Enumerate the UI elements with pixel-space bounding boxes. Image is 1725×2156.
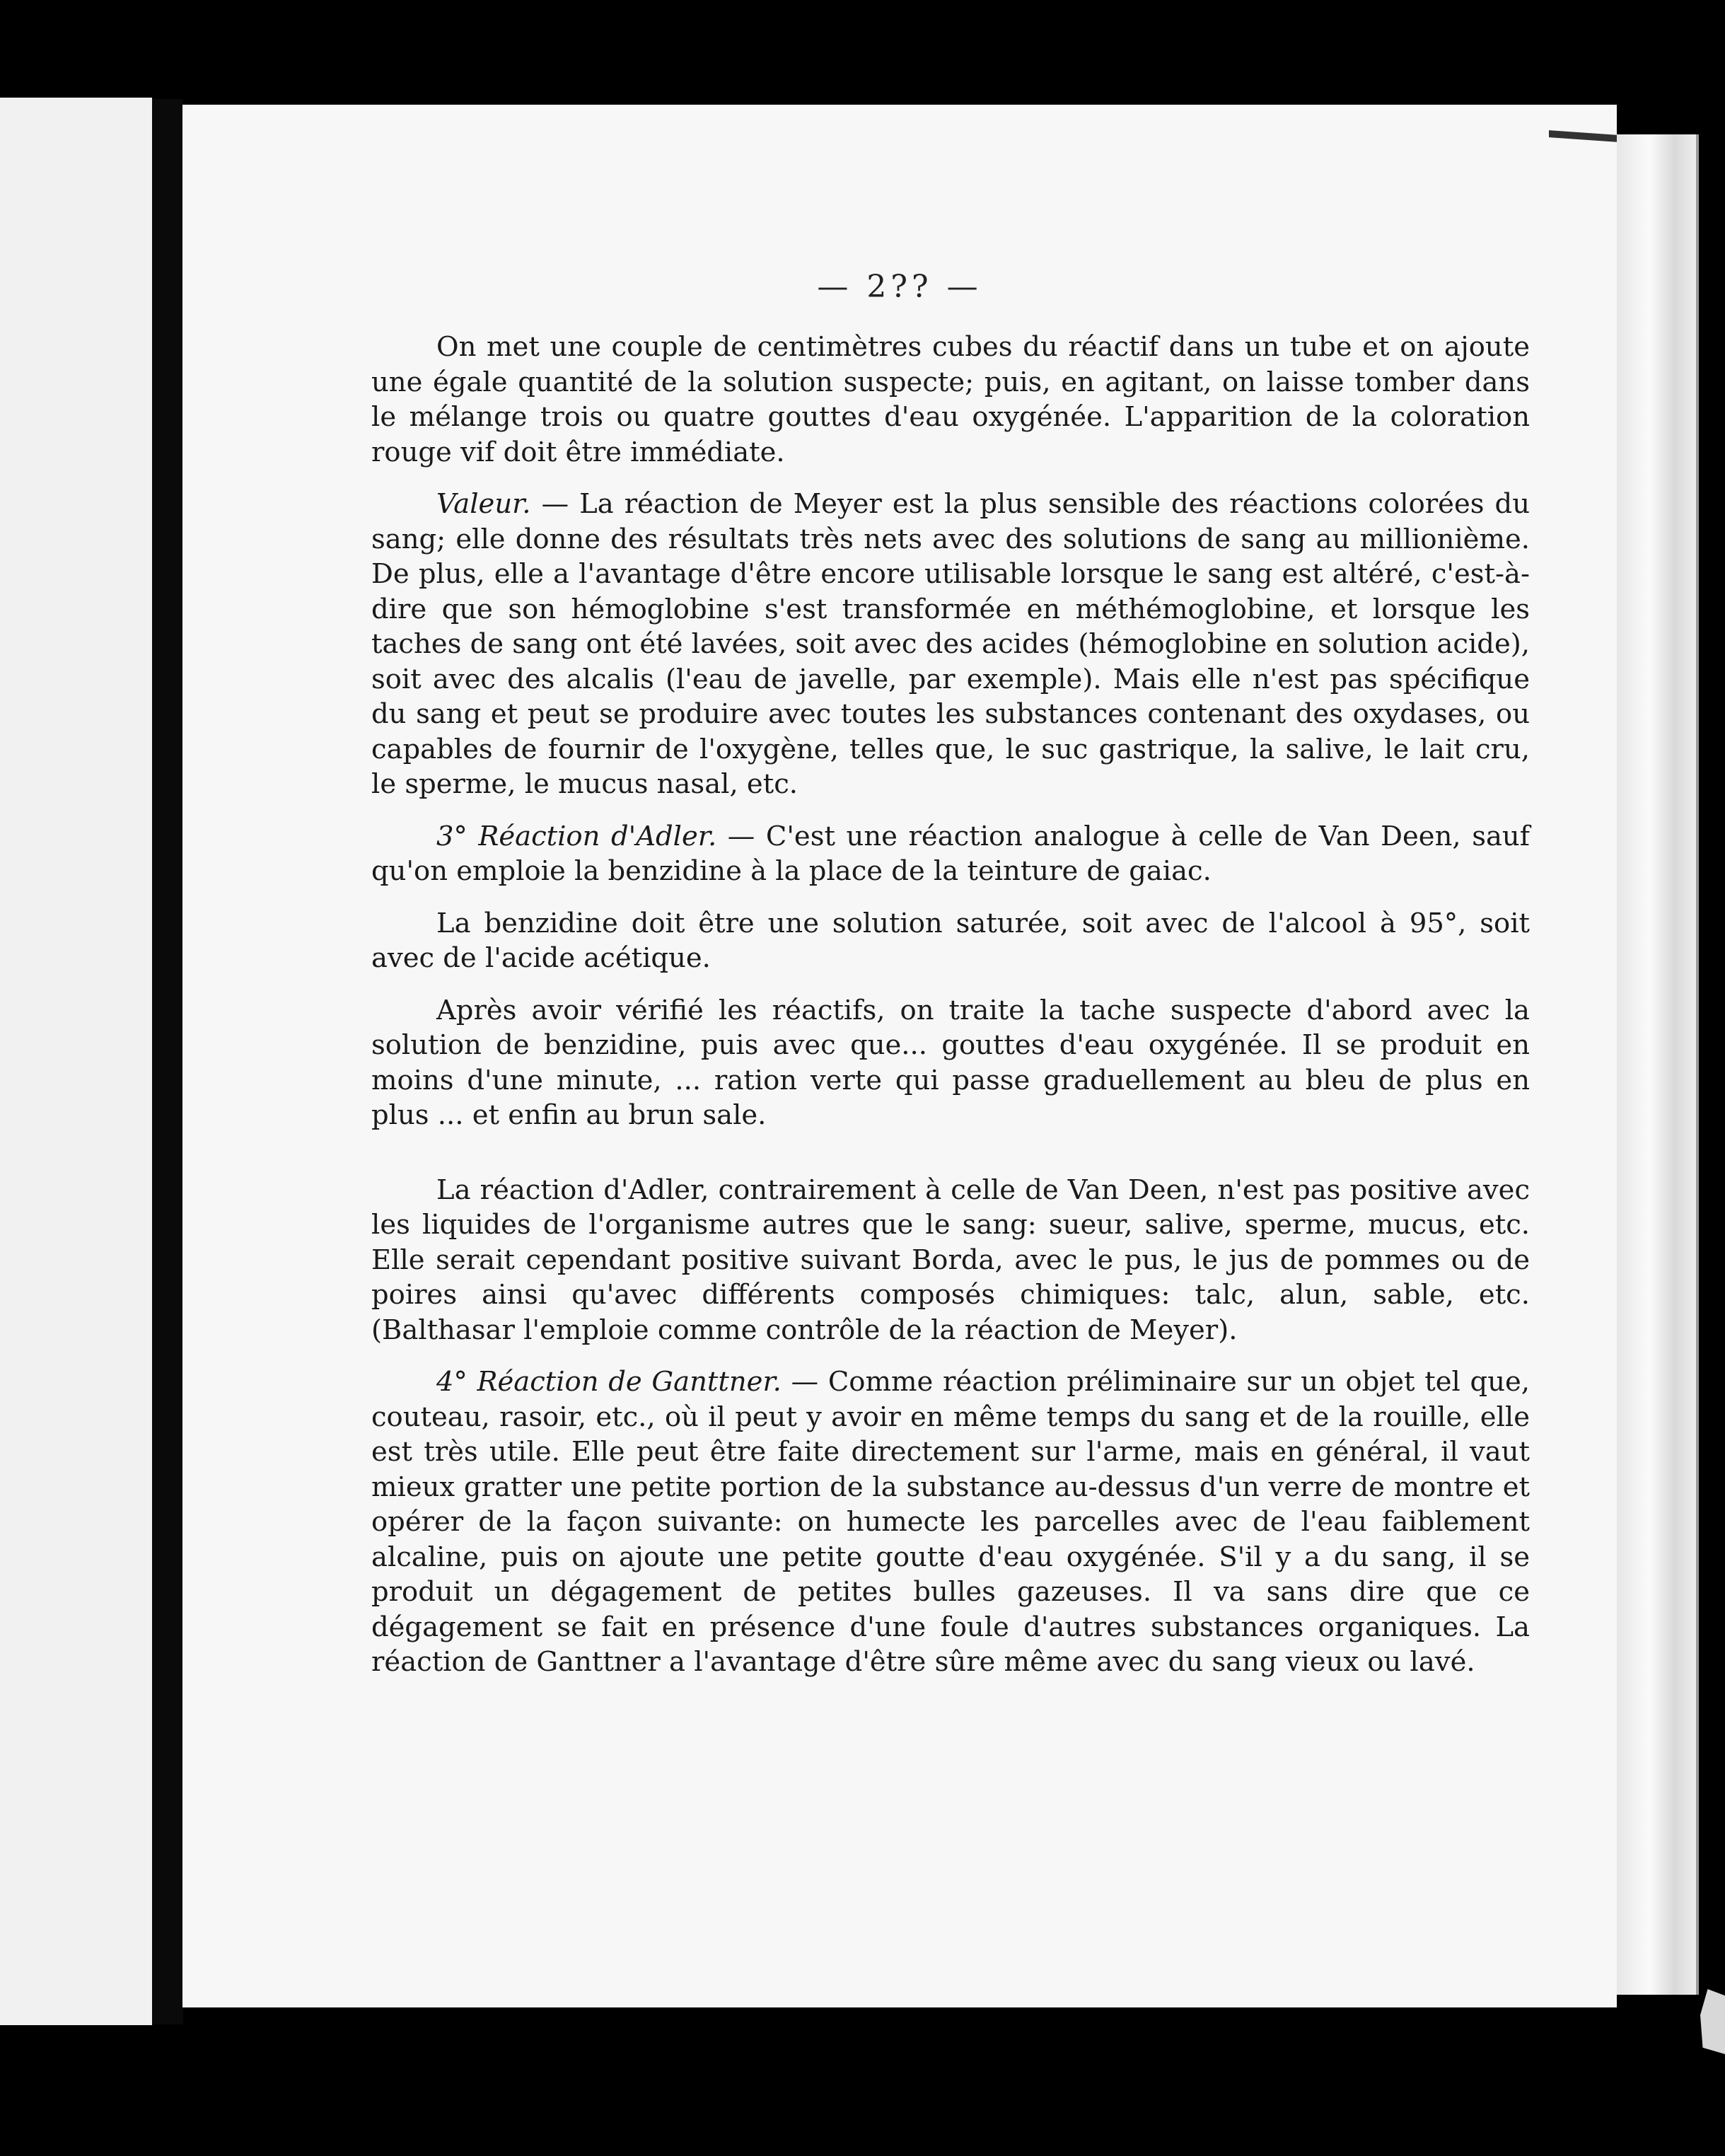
book-binding bbox=[152, 99, 183, 2024]
paragraph bbox=[371, 1364, 1530, 1680]
paragraph bbox=[371, 487, 1530, 802]
paragraph-heading: Valeur. bbox=[436, 488, 531, 520]
paper-scrap bbox=[1700, 1989, 1725, 2054]
paragraph bbox=[371, 993, 1530, 1133]
paragraph bbox=[371, 819, 1530, 889]
paragraph-text: On met une couple de centimètres cubes du réactif dans un tube et on ajoute une égale quantité de la solution suspecte; puis, en agitant, on laisse tomber dans le mélange trois ou quatre gouttes d'eau oxygénée. L'apparition de la coloration rouge vif doit être immédiate. bbox=[371, 331, 1530, 468]
facing-page-edge bbox=[0, 98, 152, 2025]
page-number: — 2?? — bbox=[817, 269, 982, 305]
paragraph bbox=[371, 1173, 1530, 1348]
paragraph-text: La benzidine doit être une solution saturée, soit avec de l'alcool à 95°, soit avec de l'acide acétique. bbox=[371, 907, 1530, 974]
page-stack-edge bbox=[1617, 134, 1699, 1995]
document-page bbox=[182, 105, 1617, 2007]
section-heading: 3° Réaction d'Adler. bbox=[436, 820, 717, 852]
paragraph-text: — C'est une réaction analogue à celle de Van Deen, sauf qu'on emploie la benzidine à la place de la teinture de gaiac. bbox=[371, 820, 1530, 887]
paragraph-text: La réaction d'Adler, contrairement à celle de Van Deen, n'est pas positive avec les liquides de l'organisme autres que le sang: sueur, salive, sperme, mucus, etc. Elle serait cependant positive suivant Borda, avec le pus, le jus de pommes ou de poires ainsi qu'avec différents composés chimiques: talc, alun, sable, etc. (Balthasar l'emploie comme contrôle de la réaction de Meyer). bbox=[371, 1173, 1530, 1346]
paragraph-text: — Comme réaction préliminaire sur un objet tel que, couteau, rasoir, etc., où il peut y avoir en même temps du sang et de la rouille, elle est très utile. Elle peut être faite directement sur l'arme, mais en général, il vaut mieux gratter une petite portion de la substance au-dessus d'un verre de montre et opérer de la façon suivante: on humecte les parcelles avec de l'eau faiblement alcaline, puis on ajoute une petite goutte d'eau oxygénée. S'il y a du sang, il se produit un dégagement de petites bulles gazeuses. Il va sans dire que ce dégagement se fait en présence d'une foule d'autres substances organiques. La réaction de Ganttner a l'avantage d'être sûre même avec du sang vieux ou lavé. bbox=[371, 1366, 1531, 1678]
paragraph-text: — La réaction de Meyer est la plus sensible des réactions colorées du sang; elle donne des résultats très nets avec des solutions de sang au millionième. De plus, elle a l'avantage d'être encore utilisable lorsque le sang est altéré, c'est-à-dire que son hémoglobine s'est transformée en méthémoglobine, et lorsque les taches de sang ont été lavées, soit avec des acides (hémoglobine en solution acide), soit avec des alcalis (l'eau de javelle, par exemple). Mais elle n'est pas spécifique du sang et peut se produire avec toutes les substances contenant des oxydases, ou capables de fournir de l'oxygène, telles que, le suc gastrique, la salive, le lait cru, le sperme, le mucus nasal, etc. bbox=[371, 488, 1530, 800]
section-heading: 4° Réaction de Ganttner. bbox=[436, 1366, 782, 1398]
body-text bbox=[371, 330, 1530, 1680]
paragraph bbox=[371, 906, 1530, 976]
paragraph-text: Après avoir vérifié les réactifs, on traite la tache suspecte d'abord avec la solution de benzidine, puis avec que... gouttes d'eau oxygénée. Il se produit en moins d'une minute, ... ration verte qui passe graduellement au bleu de plus en plus ... et enfin au brun sale. bbox=[371, 994, 1530, 1131]
paragraph bbox=[371, 330, 1530, 470]
